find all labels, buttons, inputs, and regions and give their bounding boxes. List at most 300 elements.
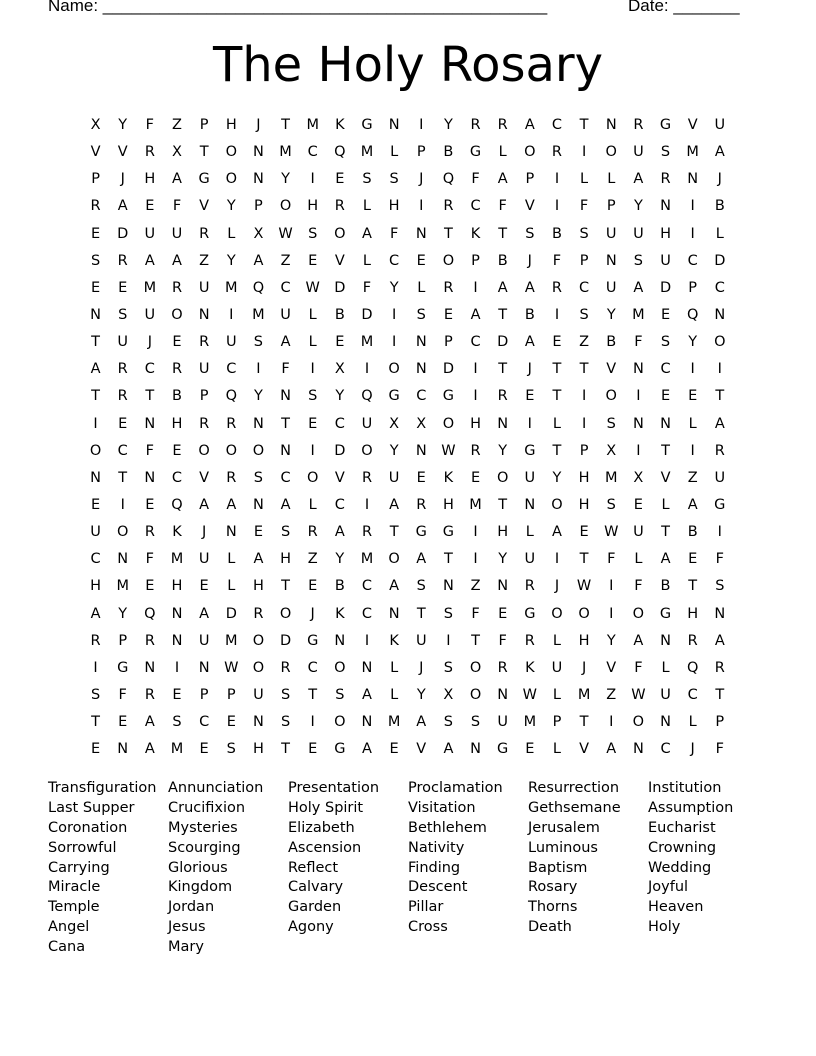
grid-letter: P [199,686,209,703]
grid-letter: R [226,415,237,432]
grid-letter: C [334,496,345,513]
word-list-item: Thorns [528,899,578,916]
grid-letter: S [660,334,671,351]
grid-letter: I [473,524,478,541]
grid-letter: C [687,686,698,703]
grid-letter: G [524,605,536,622]
grid-letter: R [551,144,562,161]
grid-letter: F [471,171,480,188]
grid-letter: I [581,144,587,161]
grid-letter: Q [334,144,346,161]
grid-letter: Y [118,117,128,133]
word-list-row [48,859,808,879]
grid-row [82,546,733,573]
grid-letter: Y [226,252,236,269]
grid-letter: Y [118,605,128,622]
grid-letter: F [634,659,643,676]
grid-letter: Y [606,632,616,649]
grid-letter: R [470,117,481,133]
grid-letter: H [578,632,590,649]
grid-letter: M [170,741,184,758]
grid-letter: U [660,686,671,703]
grid-letter: T [715,388,725,405]
grid-letter: N [497,415,509,432]
grid-letter: A [280,334,291,351]
grid-letter: T [471,632,480,649]
grid-letter: J [419,171,424,188]
grid-letter: E [470,469,481,486]
word-list-row [48,898,808,918]
grid-letter: E [308,578,318,595]
grid-letter: U [198,361,210,378]
grid-letter: B [606,334,617,351]
word-list-item: Kingdom [168,879,233,896]
grid-letter: M [360,144,374,161]
grid-letter: C [280,469,291,486]
grid-row [82,573,733,600]
grid-row [82,519,733,546]
grid-letter: J [419,659,424,676]
grid-letter: L [552,741,561,758]
grid-row [82,356,733,383]
grid-letter: G [469,144,482,161]
grid-letter: M [116,578,129,595]
grid-letter: A [172,171,182,188]
grid-letter: I [364,496,370,513]
grid-letter: S [389,171,399,188]
grid-letter: F [552,252,562,269]
grid-letter: V [524,198,535,215]
grid-letter: A [524,279,535,296]
grid-row [82,709,733,736]
grid-letter: P [91,171,100,188]
word-list-item: Holy Spirit [288,799,364,816]
grid-letter: I [473,279,478,296]
word-list-item: Coronation [48,819,128,836]
grid-letter: M [143,279,157,296]
word-list [48,779,808,958]
grid-letter: B [714,198,725,215]
grid-letter: L [525,524,534,541]
grid-letter: B [660,578,671,595]
grid-letter: L [227,578,236,595]
grid-letter: E [660,306,671,323]
grid-letter: N [497,686,509,703]
grid-letter: A [416,551,427,568]
grid-letter: S [118,306,128,323]
grid-letter: W [522,686,537,703]
grid-letter: U [714,469,726,486]
grid-letter: A [633,171,644,188]
grid-row [82,682,733,709]
grid-letter: B [334,306,345,323]
grid-letter: W [278,225,293,242]
grid-letter: N [415,334,427,351]
grid-letter: H [660,225,671,242]
grid-letter: N [361,714,373,731]
grid-row [82,302,733,329]
grid-letter: G [334,741,346,758]
grid-letter: R [497,117,508,133]
grid-letter: Y [335,388,345,405]
grid-letter: I [256,361,261,378]
grid-letter: C [199,714,210,731]
grid-letter: A [199,605,210,622]
grid-letter: G [415,524,427,541]
word-list-item: Sorrowful [48,839,117,856]
grid-letter: O [442,252,455,269]
grid-letter: U [524,469,536,486]
grid-letter: U [388,469,400,486]
grid-letter: Z [470,578,481,595]
grid-letter: E [118,279,128,296]
grid-letter: L [390,144,399,161]
grid-letter: R [361,524,373,541]
grid-letter: R [117,388,128,405]
grid-letter: L [661,659,670,676]
grid-letter: S [606,415,616,432]
grid-letter: A [416,714,427,731]
grid-letter: D [497,334,509,351]
grid-letter: V [579,741,590,758]
grid-letter: E [579,524,589,541]
grid-letter: R [524,578,535,595]
grid-letter: E [172,686,182,703]
grid-letter: A [606,741,617,758]
grid-letter: G [714,496,726,513]
word-list-item: Assumption [648,799,734,816]
grid-letter: C [714,279,725,296]
grid-letter: I [636,388,641,405]
grid-letter: N [252,496,264,513]
word-list-item: Joyful [648,879,689,896]
grid-letter: W [576,578,592,595]
grid-letter: V [687,117,698,133]
grid-letter: T [498,496,508,513]
grid-letter: N [144,415,156,432]
grid-letter: T [552,442,562,459]
grid-letter: A [443,741,454,758]
grid-letter: Q [686,306,699,323]
grid-letter: A [90,361,101,378]
grid-letter: N [524,496,536,513]
grid-letter: T [661,524,670,541]
grid-letter: P [416,144,426,161]
word-list-item: Garden [288,899,342,916]
word-list-item: Pillar [408,899,444,916]
grid-letter: R [443,279,454,296]
grid-letter: X [90,117,101,133]
grid-letter: P [444,334,453,351]
grid-letter: G [524,442,536,459]
word-list-row [48,839,808,859]
grid-letter: E [253,524,263,541]
grid-letter: F [281,361,290,378]
grid-letter: S [335,686,345,703]
grid-letter: A [362,686,372,703]
grid-letter: H [252,741,264,758]
grid-letter: E [145,198,155,215]
grid-row [82,601,733,628]
grid-letter: M [523,714,537,731]
grid-letter: A [389,496,400,513]
grid-letter: O [225,144,237,161]
grid-letter: N [660,198,671,215]
grid-letter: N [252,714,264,731]
grid-letter: S [280,524,291,541]
grid-letter: O [279,605,292,622]
grid-letter: R [714,442,725,459]
grid-letter: O [605,144,617,161]
grid-letter: A [633,279,644,296]
grid-letter: R [199,415,210,432]
grid-letter: L [552,686,561,703]
grid-letter: N [171,632,183,649]
grid-letter: T [498,306,508,323]
grid-letter: R [524,632,535,649]
grid-letter: U [633,144,644,161]
grid-letter: L [580,171,589,188]
grid-letter: Y [335,551,345,568]
grid-letter: M [360,551,374,568]
grid-letter: I [391,334,397,351]
grid-letter: A [90,605,101,622]
grid-letter: A [389,578,400,595]
grid-letter: R [443,198,454,215]
grid-letter: Z [307,551,318,568]
grid-letter: O [551,496,563,513]
word-list-item: Bethlehem [408,819,487,836]
grid-letter: R [253,605,264,622]
grid-letter: S [525,225,535,242]
grid-letter: J [527,361,532,378]
grid-letter: C [687,252,698,269]
grid-letter: C [470,198,481,215]
grid-letter: L [308,334,317,351]
grid-letter: I [364,361,370,378]
grid-letter: E [90,279,101,296]
grid-letter: R [171,361,183,378]
grid-letter: E [172,334,182,351]
grid-letter: S [470,714,481,731]
grid-letter: H [388,198,400,215]
grid-letter: M [360,334,374,351]
grid-letter: C [144,361,155,378]
grid-letter: N [252,144,264,161]
grid-letter: U [280,306,291,323]
grid-letter: D [225,605,237,622]
grid-letter: O [252,632,265,649]
word-list-item: Wedding [648,859,712,876]
word-list-item: Resurrection [528,780,620,796]
grid-letter: T [145,388,155,405]
grid-letter: J [256,117,261,133]
grid-letter: T [579,551,589,568]
grid-letter: I [609,605,614,622]
grid-letter: P [552,714,562,731]
word-list-item: Ascension [288,839,362,856]
grid-letter: B [497,252,508,269]
grid-letter: T [281,578,290,595]
grid-letter: V [606,361,617,378]
grid-letter: Y [552,469,562,486]
grid-letter: L [390,659,399,676]
grid-letter: N [660,632,671,649]
grid-letter: P [715,714,725,731]
grid-letter: F [715,551,724,568]
grid-letter: T [579,117,589,133]
word-list-item: Miracle [48,879,101,896]
grid-letter: X [334,361,345,378]
grid-letter: L [417,279,426,296]
grid-letter: K [525,659,535,676]
grid-letter: Z [280,252,291,269]
grid-letter: V [199,469,210,486]
grid-letter: S [579,306,589,323]
grid-letter: T [498,361,508,378]
grid-letter: O [714,334,726,351]
grid-letter: Y [633,198,643,215]
grid-letter: X [172,144,182,161]
grid-letter: E [308,415,318,432]
grid-letter: P [199,117,209,133]
grid-letter: O [198,442,210,459]
grid-letter: S [226,741,236,758]
grid-letter: N [90,306,101,323]
grid-letter: E [688,551,698,568]
grid-row [82,329,733,356]
grid-letter: C [90,551,101,568]
grid-letter: L [715,225,724,242]
grid-letter: N [605,117,617,133]
grid-letter: B [443,144,454,161]
grid-letter: S [280,686,291,703]
grid-letter: H [144,171,156,188]
date-field[interactable]: Date: _______ [628,0,740,15]
grid-letter: N [415,225,427,242]
grid-letter: F [389,225,399,242]
grid-letter: H [252,578,264,595]
grid-letter: H [280,551,291,568]
grid-letter: H [442,496,454,513]
grid-letter: A [253,252,264,269]
grid-letter: C [171,469,183,486]
page-title: The Holy Rosary [212,37,604,93]
grid-letter: G [117,659,129,676]
grid-row [82,112,733,139]
word-list-item: Transfiguration [48,780,157,796]
grid-letter: U [198,279,210,296]
grid-letter: F [607,551,616,568]
grid-letter: I [419,117,424,133]
grid-letter: X [633,469,644,486]
grid-row [82,492,733,519]
grid-letter: H [687,605,699,622]
grid-letter: A [714,415,725,432]
grid-letter: E [90,741,101,758]
grid-letter: O [442,415,455,432]
grid-letter: N [90,469,101,486]
grid-letter: L [362,198,372,215]
word-list-item: Mary [168,939,204,956]
word-list-item: Annunciation [168,780,264,796]
word-list-item: Presentation [288,780,380,796]
grid-letter: W [224,659,239,676]
grid-letter: A [470,306,481,323]
grid-letter: S [308,225,318,242]
grid-letter: L [308,306,317,323]
grid-letter: E [416,469,426,486]
grid-letter: L [688,415,697,432]
grid-letter: G [388,388,400,405]
grid-letter: L [227,551,236,568]
word-list-item: Mysteries [168,819,238,836]
grid-letter: N [388,117,400,133]
grid-letter: F [634,578,643,595]
word-list-item: Calvary [288,879,344,896]
grid-letter: I [717,524,722,541]
grid-letter: I [690,198,695,215]
grid-letter: T [579,361,589,378]
grid-letter: N [280,442,291,459]
letter-grid [82,112,733,763]
word-list-item: Agony [288,919,334,936]
grid-letter: E [199,578,209,595]
grid-letter: O [605,388,617,405]
grid-letter: A [524,334,535,351]
grid-letter: Y [606,306,616,323]
grid-letter: O [334,714,346,731]
grid-letter: I [636,442,641,459]
grid-letter: O [361,442,373,459]
word-list-item: Finding [408,859,461,876]
grid-row [82,655,733,682]
grid-letter: P [579,252,589,269]
grid-letter: C [551,117,563,133]
grid-letter: A [687,496,698,513]
grid-letter: T [443,225,453,242]
word-list-item: Angel [48,919,90,936]
grid-letter: M [225,632,238,649]
grid-letter: F [145,117,155,133]
grid-letter: N [280,388,291,405]
grid-letter: R [90,198,101,215]
grid-letter: C [117,442,128,459]
grid-letter: R [497,388,508,405]
grid-letter: W [441,442,456,459]
grid-letter: R [687,632,698,649]
name-field[interactable]: Name: _______________________________________________ [48,0,548,15]
grid-letter: M [632,306,645,323]
grid-letter: E [416,252,426,269]
grid-letter: M [279,144,292,161]
grid-letter: J [717,171,722,188]
grid-letter: V [199,198,210,215]
grid-letter: R [171,279,183,296]
grid-letter: D [361,306,373,323]
word-list-row [48,918,808,938]
grid-letter: M [686,144,699,161]
grid-letter: U [660,252,671,269]
grid-letter: N [171,605,183,622]
grid-letter: O [89,442,102,459]
grid-letter: O [252,659,265,676]
grid-letter: E [145,496,155,513]
grid-letter: I [473,551,478,568]
grid-letter: O [551,605,563,622]
grid-letter: J [147,334,152,351]
grid-letter: S [90,686,101,703]
